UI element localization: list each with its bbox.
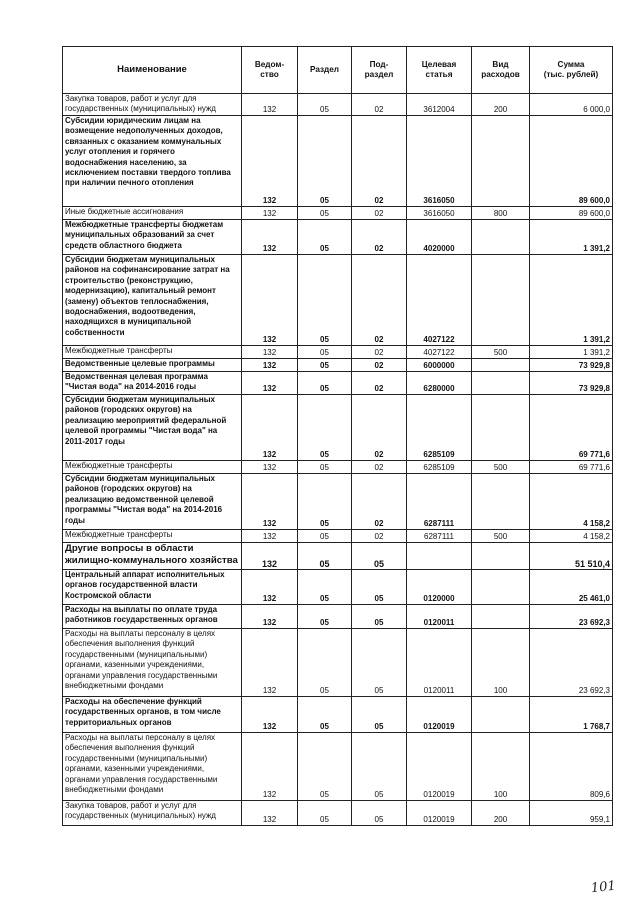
cell-vedom: 132 xyxy=(242,570,298,605)
cell-name: Другие вопросы в области жилищно-коммунального хозяйства xyxy=(63,543,242,570)
cell-summa: 25 461,0 xyxy=(530,570,613,605)
table-row xyxy=(63,474,613,530)
cell-name: Иные бюджетные ассигнования xyxy=(63,207,242,220)
cell-razdel: 05 xyxy=(298,570,352,605)
cell-vedom: 132 xyxy=(242,255,298,346)
table-row xyxy=(63,220,613,255)
table-row xyxy=(63,359,613,372)
cell-summa: 73 929,8 xyxy=(530,372,613,395)
cell-vid xyxy=(472,697,530,733)
table-row xyxy=(63,530,613,543)
cell-statya: 4020000 xyxy=(407,220,472,255)
cell-name: Межбюджетные трансферты xyxy=(63,530,242,543)
cell-razdel: 05 xyxy=(298,543,352,570)
cell-name: Субсидии бюджетам муниципальных районов (городских округов) на реализацию ведомственной целевой программы "Чистая вода" на 2014-2016 годы xyxy=(63,474,242,530)
table-header-row xyxy=(63,47,613,94)
cell-podrazdel: 02 xyxy=(352,372,407,395)
cell-vedom: 132 xyxy=(242,543,298,570)
cell-vid xyxy=(472,605,530,629)
cell-razdel: 05 xyxy=(298,116,352,207)
header-vedom: Ведом- ство xyxy=(242,47,298,94)
cell-razdel: 05 xyxy=(298,220,352,255)
cell-vedom: 132 xyxy=(242,395,298,461)
header-vid: Вид расходов xyxy=(472,47,530,94)
cell-vedom: 132 xyxy=(242,94,298,116)
cell-podrazdel: 02 xyxy=(352,395,407,461)
cell-podrazdel: 02 xyxy=(352,359,407,372)
cell-statya: 6287111 xyxy=(407,474,472,530)
cell-vedom: 132 xyxy=(242,801,298,826)
cell-statya: 4027122 xyxy=(407,255,472,346)
table-row xyxy=(63,372,613,395)
cell-podrazdel: 02 xyxy=(352,207,407,220)
cell-vedom: 132 xyxy=(242,461,298,474)
cell-vid xyxy=(472,116,530,207)
cell-vid xyxy=(472,372,530,395)
cell-podrazdel: 02 xyxy=(352,94,407,116)
cell-summa: 23 692,3 xyxy=(530,629,613,697)
cell-statya: 0120000 xyxy=(407,570,472,605)
header-summa: Сумма (тыс. рублей) xyxy=(530,47,613,94)
cell-name: Субсидии бюджетам муниципальных районов на софинансирование затрат на строительство (реконструкцию, модернизацию), капитальный ремонт (замену) объектов теплоснабжения, водоснабжения, водоотведения, находящихся в муниципальной собственности xyxy=(63,255,242,346)
budget-table xyxy=(62,46,613,826)
cell-podrazdel: 05 xyxy=(352,697,407,733)
cell-statya: 0120011 xyxy=(407,629,472,697)
cell-statya: 6287111 xyxy=(407,530,472,543)
table-row xyxy=(63,461,613,474)
cell-summa: 809,6 xyxy=(530,733,613,801)
cell-name: Субсидии бюджетам муниципальных районов (городских округов) на реализацию мероприятий федеральной целевой программы "Чистая вода" на 2011-2017 годы xyxy=(63,395,242,461)
cell-razdel: 05 xyxy=(298,629,352,697)
cell-vid xyxy=(472,570,530,605)
cell-statya: 6280000 xyxy=(407,372,472,395)
header-statya: Целевая статья xyxy=(407,47,472,94)
cell-razdel: 05 xyxy=(298,474,352,530)
cell-statya: 0120019 xyxy=(407,801,472,826)
cell-vid: 500 xyxy=(472,346,530,359)
cell-name: Межбюджетные трансферты xyxy=(63,461,242,474)
cell-razdel: 05 xyxy=(298,801,352,826)
cell-razdel: 05 xyxy=(298,255,352,346)
cell-name: Закупка товаров, работ и услуг для государственных (муниципальных) нужд xyxy=(63,94,242,116)
cell-podrazdel: 02 xyxy=(352,220,407,255)
cell-vid: 200 xyxy=(472,94,530,116)
table-row xyxy=(63,605,613,629)
cell-name: Расходы на выплаты персоналу в целях обеспечения выполнения функций государственными (муниципальными) органами, казенными учреждениями, органами управления государственными внебюджетными фондами xyxy=(63,629,242,697)
cell-vedom: 132 xyxy=(242,207,298,220)
cell-vid: 500 xyxy=(472,530,530,543)
cell-vedom: 132 xyxy=(242,220,298,255)
cell-summa: 69 771,6 xyxy=(530,461,613,474)
budget-table-container xyxy=(62,46,612,826)
cell-vedom: 132 xyxy=(242,629,298,697)
cell-summa: 959,1 xyxy=(530,801,613,826)
cell-name: Межбюджетные трансферты xyxy=(63,346,242,359)
cell-podrazdel: 05 xyxy=(352,629,407,697)
table-row xyxy=(63,255,613,346)
table-row xyxy=(63,801,613,826)
table-row xyxy=(63,94,613,116)
cell-vedom: 132 xyxy=(242,530,298,543)
table-row xyxy=(63,116,613,207)
cell-vid: 800 xyxy=(472,207,530,220)
cell-podrazdel: 05 xyxy=(352,570,407,605)
page-number-handwritten: 101 xyxy=(590,878,617,897)
cell-podrazdel: 02 xyxy=(352,346,407,359)
cell-name: Межбюджетные трансферты бюджетам муниципальных образований за счет средств областного бюджета xyxy=(63,220,242,255)
table-body xyxy=(63,94,613,826)
cell-vid xyxy=(472,220,530,255)
cell-summa: 1 391,2 xyxy=(530,220,613,255)
header-name: Наименование xyxy=(63,47,242,94)
table-row xyxy=(63,570,613,605)
cell-vid: 100 xyxy=(472,733,530,801)
table-row xyxy=(63,733,613,801)
cell-summa: 73 929,8 xyxy=(530,359,613,372)
cell-statya: 0120011 xyxy=(407,605,472,629)
cell-vedom: 132 xyxy=(242,733,298,801)
cell-vid xyxy=(472,474,530,530)
cell-vedom: 132 xyxy=(242,346,298,359)
cell-podrazdel: 02 xyxy=(352,474,407,530)
table-row xyxy=(63,543,613,570)
cell-name: Субсидии юридическим лицам на возмещение недополученных доходов, связанных с оказанием коммунальных услуг отопления и горячего водоснабжения населению, за исключением поставки твердого топлива при наличии печного отопления xyxy=(63,116,242,207)
cell-podrazdel: 05 xyxy=(352,543,407,570)
cell-statya: 6000000 xyxy=(407,359,472,372)
cell-razdel: 05 xyxy=(298,346,352,359)
cell-statya: 0120019 xyxy=(407,733,472,801)
cell-name: Центральный аппарат исполнительных органов государственной власти Костромской области xyxy=(63,570,242,605)
cell-vid: 200 xyxy=(472,801,530,826)
cell-vid xyxy=(472,359,530,372)
cell-vedom: 132 xyxy=(242,697,298,733)
cell-razdel: 05 xyxy=(298,359,352,372)
cell-name: Расходы на выплаты персоналу в целях обеспечения выполнения функций государственными (муниципальными) органами, казенными учреждениями, органами управления государственными внебюджетными фондами xyxy=(63,733,242,801)
cell-podrazdel: 02 xyxy=(352,116,407,207)
header-razdel: Раздел xyxy=(298,47,352,94)
cell-razdel: 05 xyxy=(298,207,352,220)
cell-podrazdel: 05 xyxy=(352,733,407,801)
cell-name: Расходы на обеспечение функций государственных органов, в том числе территориальных органов xyxy=(63,697,242,733)
table-row xyxy=(63,207,613,220)
cell-summa: 1 391,2 xyxy=(530,346,613,359)
cell-summa: 1 391,2 xyxy=(530,255,613,346)
cell-razdel: 05 xyxy=(298,395,352,461)
cell-vid: 500 xyxy=(472,461,530,474)
header-podrazdel: Под- раздел xyxy=(352,47,407,94)
cell-vid xyxy=(472,395,530,461)
cell-podrazdel: 02 xyxy=(352,255,407,346)
cell-vedom: 132 xyxy=(242,372,298,395)
cell-statya: 3616050 xyxy=(407,116,472,207)
cell-vid: 100 xyxy=(472,629,530,697)
table-row xyxy=(63,697,613,733)
cell-summa: 4 158,2 xyxy=(530,474,613,530)
cell-razdel: 05 xyxy=(298,733,352,801)
cell-razdel: 05 xyxy=(298,530,352,543)
cell-statya: 6285109 xyxy=(407,395,472,461)
cell-razdel: 05 xyxy=(298,697,352,733)
cell-summa: 51 510,4 xyxy=(530,543,613,570)
cell-summa: 69 771,6 xyxy=(530,395,613,461)
cell-summa: 89 600,0 xyxy=(530,116,613,207)
cell-name: Ведомственная целевая программа "Чистая вода" на 2014-2016 годы xyxy=(63,372,242,395)
cell-podrazdel: 02 xyxy=(352,530,407,543)
cell-summa: 1 768,7 xyxy=(530,697,613,733)
cell-statya: 3616050 xyxy=(407,207,472,220)
cell-vedom: 132 xyxy=(242,605,298,629)
cell-name: Закупка товаров, работ и услуг для государственных (муниципальных) нужд xyxy=(63,801,242,826)
cell-podrazdel: 05 xyxy=(352,605,407,629)
cell-summa: 89 600,0 xyxy=(530,207,613,220)
cell-summa: 4 158,2 xyxy=(530,530,613,543)
cell-razdel: 05 xyxy=(298,461,352,474)
cell-statya: 0120019 xyxy=(407,697,472,733)
cell-vedom: 132 xyxy=(242,359,298,372)
table-row xyxy=(63,346,613,359)
table-row xyxy=(63,629,613,697)
cell-statya: 4027122 xyxy=(407,346,472,359)
cell-statya: 3612004 xyxy=(407,94,472,116)
table-row xyxy=(63,395,613,461)
cell-razdel: 05 xyxy=(298,372,352,395)
cell-razdel: 05 xyxy=(298,94,352,116)
cell-podrazdel: 02 xyxy=(352,461,407,474)
cell-statya xyxy=(407,543,472,570)
cell-vid xyxy=(472,543,530,570)
cell-name: Расходы на выплаты по оплате труда работников государственных органов xyxy=(63,605,242,629)
cell-vedom: 132 xyxy=(242,116,298,207)
cell-razdel: 05 xyxy=(298,605,352,629)
cell-podrazdel: 05 xyxy=(352,801,407,826)
cell-summa: 6 000,0 xyxy=(530,94,613,116)
cell-vedom: 132 xyxy=(242,474,298,530)
cell-summa: 23 692,3 xyxy=(530,605,613,629)
cell-statya: 6285109 xyxy=(407,461,472,474)
cell-vid xyxy=(472,255,530,346)
cell-name: Ведомственные целевые программы xyxy=(63,359,242,372)
